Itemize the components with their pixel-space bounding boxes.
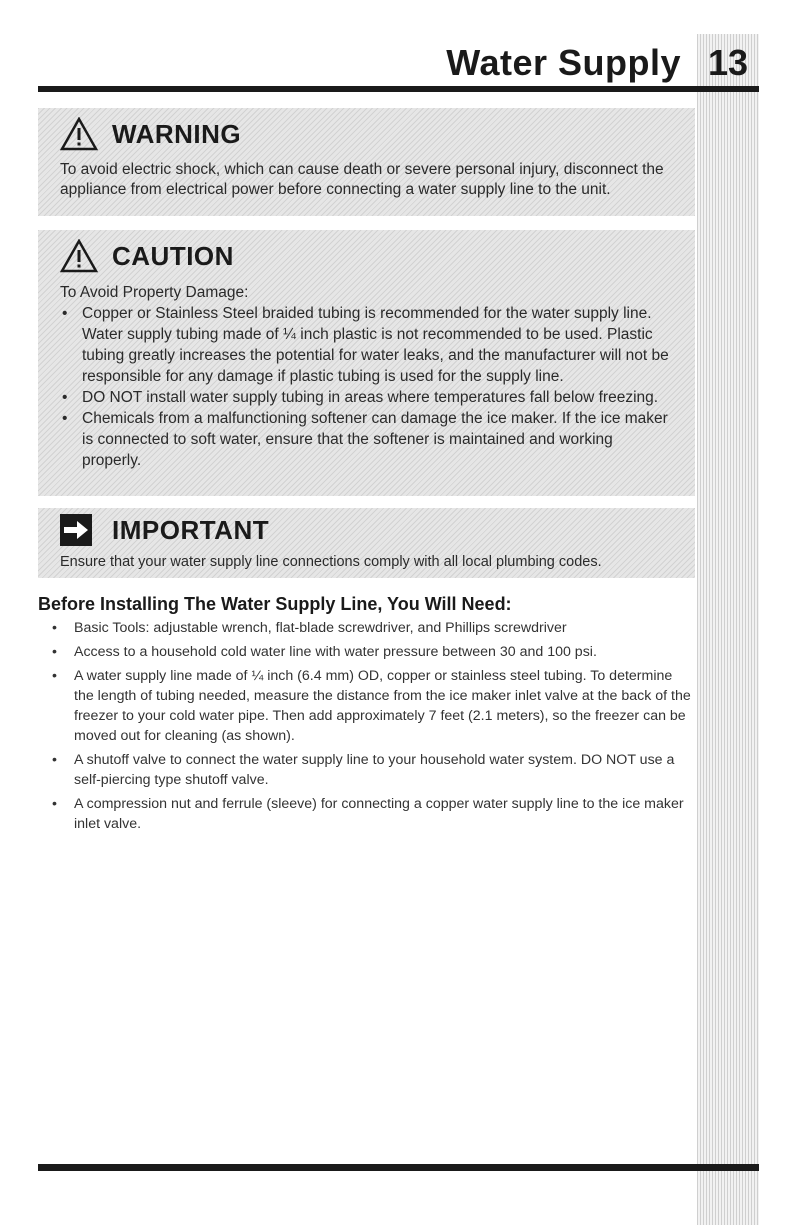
important-text: Ensure that your water supply line connections comply with all local plumbing codes. (60, 554, 602, 570)
warning-header (60, 108, 673, 160)
caution-header (60, 230, 673, 282)
warning-triangle-icon (60, 117, 98, 151)
list-item: • A water supply line made of ¼ inch (6.4 mm) OD, copper or stainless steel tubing. To determine the length of tubing needed, measure the distance from the ice maker inlet valve at the back of the freezer to your cold water pipe. Then add approximately 7 feet (2.1 meters), so the freezer can be moved out for cleaning (as shown). (52, 666, 692, 746)
warning-box (38, 108, 695, 216)
page-number: 13 (707, 42, 749, 83)
list-item: • A compression nut and ferrule (sleeve) for connecting a copper water supply line to the ice maker inlet valve. (52, 794, 692, 834)
list-item: • Basic Tools: adjustable wrench, flat-blade screwdriver, and Phillips screwdriver (52, 618, 692, 638)
caution-title: CAUTION (112, 240, 234, 271)
caution-list (60, 303, 673, 471)
section-heading: Before Installing The Water Supply Line, You Will Need: (38, 594, 512, 614)
list-item: • Access to a household cold water line with water pressure between 30 and 100 psi. (52, 642, 692, 662)
important-box (38, 508, 695, 578)
caution-item: • Chemicals from a malfunctioning softener can damage the ice maker. If the ice maker is connected to soft water, ensure that the softener is maintained and working properly. (60, 408, 673, 471)
list-item: • A shutoff valve to connect the water supply line to your household water system. DO NOT use a self-piercing type shutoff valve. (52, 750, 692, 790)
warning-triangle-icon (60, 239, 98, 273)
caution-intro: To Avoid Property Damage: (60, 284, 249, 301)
important-header (60, 508, 673, 552)
warning-text: To avoid electric shock, which can cause death or severe personal injury, disconnect the appliance from electrical power before connecting a water supply line to the unit. (60, 161, 664, 198)
needs-list (52, 618, 692, 838)
side-tab (697, 34, 759, 1225)
footer-rule (38, 1164, 759, 1171)
caution-item: • DO NOT install water supply tubing in areas where temperatures fall below freezing. (60, 387, 673, 408)
page-title: Water Supply (446, 42, 681, 83)
arrow-right-icon (60, 514, 92, 546)
important-title: IMPORTANT (112, 514, 270, 545)
warning-title: WARNING (112, 118, 242, 149)
caution-box (38, 230, 695, 496)
caution-item: • Copper or Stainless Steel braided tubing is recommended for the water supply line. Water supply tubing made of ¼ inch plastic is not recommended to be used. Plastic tubing greatly increases the potential for water leaks, and the manufacturer will not be responsible for any damage if plastic tubing is used for the supply line. (60, 303, 673, 387)
header-rule (38, 86, 759, 92)
